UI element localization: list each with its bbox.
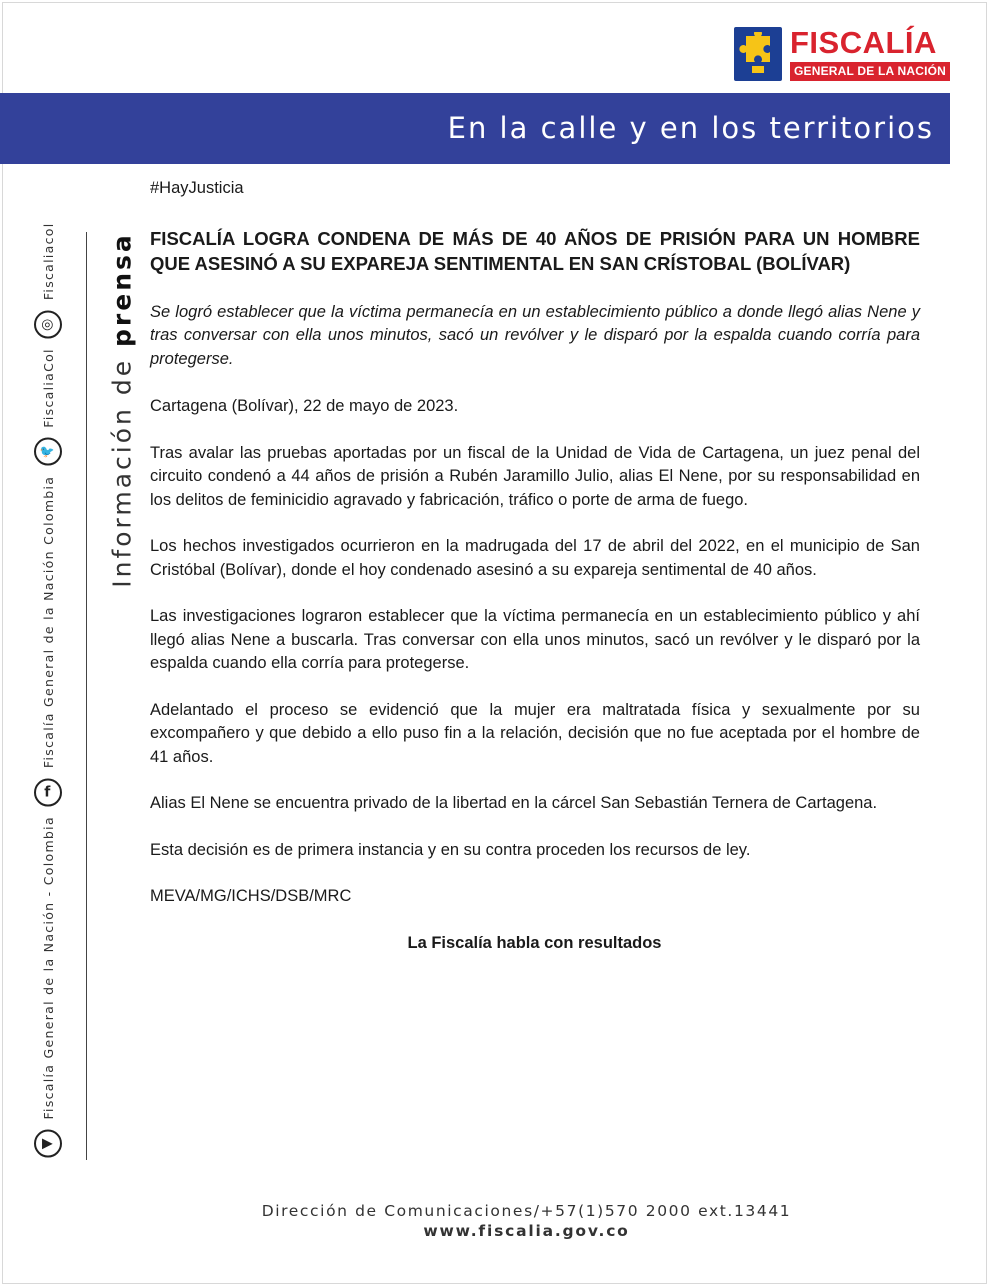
- body-paragraph: Tras avalar las pruebas aportadas por un fiscal de la Unidad de Vida de Cartagena, un juez penal del circuito condenó a 44 años de prisión a Rubén Jaramillo Julio, alias El Nene, por su responsabilidad en los delitos de feminicidio agravado y fabricación, tráfico o porte de arma de fuego.: [150, 443, 920, 509]
- social-handle-facebook[interactable]: Fiscalía General de la Nación Colombia: [40, 475, 56, 769]
- sidebar-press-label: [108, 232, 137, 588]
- body-paragraph: Las investigaciones lograron establecer que la víctima permanecía en un establecimiento público y ahí llegó alias Nene a buscarla. Tras conversar con ella unos minutos, sacó un revólver y le disparó por la espalda cuando ella corría para protegerse.: [150, 607, 920, 672]
- logo-title: FISCALÍA: [790, 25, 937, 60]
- closing-slogan: La Fiscalía habla con resultados: [407, 933, 662, 952]
- footer-contact: Dirección de Comunicaciones/+57(1)570 2000 ext.13441: [261, 1202, 792, 1220]
- logo-subtitle: GENERAL DE LA NACIÓN: [790, 62, 950, 81]
- footer-website-link[interactable]: www.fiscalia.gov.co: [423, 1222, 630, 1240]
- body-paragraph: Adelantado el proceso se evidenció que la mujer era maltratada física y sexualmente por su excompañero y que debido a ello puso fin a la relación, decisión que no fue aceptada por el hombre de 41 años.: [150, 700, 920, 766]
- sidebar-press-label-bold: prensa: [107, 232, 137, 347]
- author-initials: MEVA/MG/ICHS/DSB/MRC: [150, 887, 352, 905]
- header-banner: [0, 93, 950, 164]
- sidebar-divider: [86, 232, 87, 1160]
- instagram-icon[interactable]: ◎: [34, 310, 62, 338]
- fiscalia-logo: [734, 27, 950, 83]
- body-paragraph: Alias El Nene se encuentra privado de la libertad en la cárcel San Sebastián Ternera de Cartagena.: [150, 794, 878, 812]
- social-handle-youtube[interactable]: Fiscalía General de la Nación - Colombia: [40, 816, 56, 1120]
- lead-summary: Se logró establecer que la víctima permanecía en un establecimiento público a donde llegó alias Nene y tras conversar con ella unos minutos, sacó un revólver y le disparó por la espalda cuando corría para protegerse.: [150, 302, 920, 368]
- hashtag: #HayJusticia: [150, 179, 244, 197]
- press-release-body: [150, 177, 920, 955]
- social-links: [34, 222, 62, 1157]
- sidebar-press-label-light: Información de: [107, 346, 137, 588]
- body-paragraph: Los hechos investigados ocurrieron en la madrugada del 17 de abril del 2022, en el municipio de San Cristóbal (Bolívar), donde el hoy condenado asesinó a su expareja sentimental de 40 años.: [150, 537, 920, 579]
- footer: [0, 1202, 991, 1240]
- puzzle-shield-icon: [734, 27, 782, 81]
- body-paragraph: Esta decisión es de primera instancia y en su contra proceden los recursos de ley.: [150, 840, 751, 859]
- social-handle-instagram[interactable]: Fiscaliacol: [40, 222, 56, 301]
- headline: FISCALÍA LOGRA CONDENA DE MÁS DE 40 AÑOS DE PRISIÓN PARA UN HOMBRE QUE ASESINÓ A SU EXPAREJA SENTIMENTAL EN SAN CRÍSTOBAL (BOLÍVAR): [150, 227, 920, 274]
- social-handle-twitter[interactable]: FiscaliaCol: [40, 348, 56, 428]
- dateline: Cartagena (Bolívar), 22 de mayo de 2023.: [150, 397, 459, 415]
- facebook-icon[interactable]: f: [34, 778, 62, 806]
- banner-slogan: En la calle y en los territorios: [447, 111, 934, 145]
- youtube-icon[interactable]: ▶: [34, 1130, 62, 1158]
- twitter-icon[interactable]: 🐦: [34, 438, 62, 466]
